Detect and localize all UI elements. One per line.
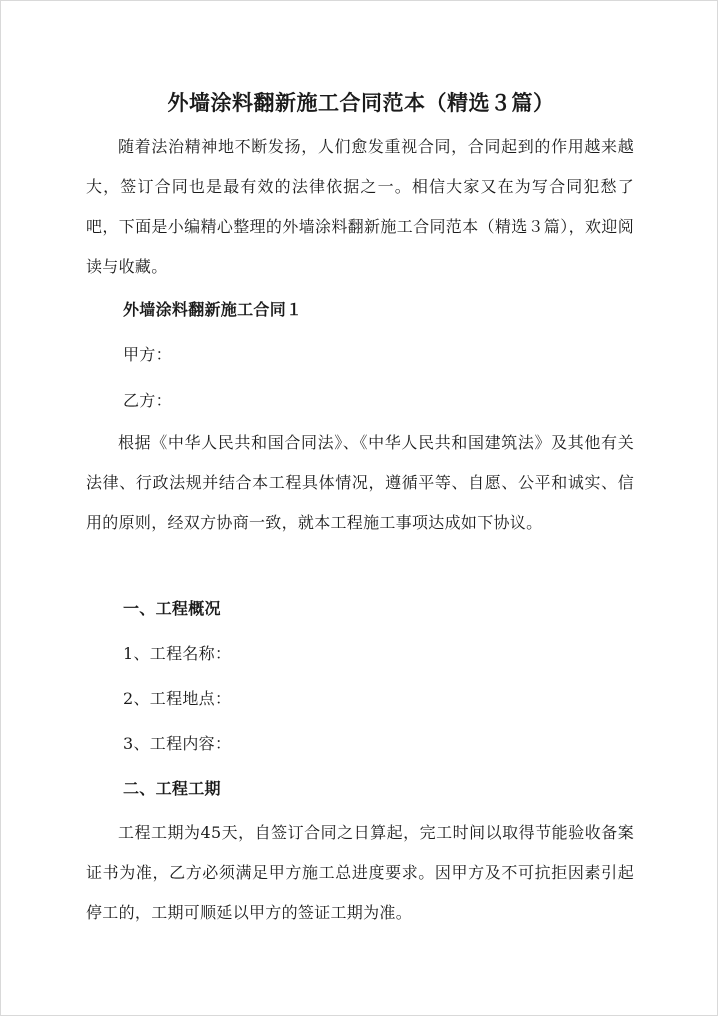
period-paragraph: 工程工期为45天，自签订合同之日算起，完工时间以取得节能验收备案证书为准，乙方必须满足甲方施工总进度要求。因甲方及不可抗拒因素引起停工的，工期可顺延以甲方的签证工期为准。 [86, 823, 634, 922]
contract-heading: 外墙涂料翻新施工合同１ [123, 300, 303, 319]
section-2-heading: 二、工程工期 [123, 779, 221, 798]
item-project-content: 3、工程内容： [123, 734, 232, 753]
item-project-location: 2、工程地点： [123, 689, 232, 708]
intro-paragraph: 随着法治精神地不断发扬，人们愈发重视合同，合同起到的作用越来越大，签订合同也是最有效的法律依据之一。相信大家又在为写合同犯愁了吧，下面是小编精心整理的外墙涂料翻新施工合同范本（精选３篇），欢迎阅读与收藏。 [86, 137, 634, 276]
document-title: 外墙涂料翻新施工合同范本（精选３篇） [167, 90, 555, 115]
basis-paragraph: 根据《中华人民共和国合同法》、《中华人民共和国建筑法》及其他有关法律、行政法规并结合本工程具体情况，遵循平等、自愿、公平和诚实、信用的原则，经双方协商一致，就本工程施工事项达成如下协议。 [86, 433, 634, 532]
section-1-heading: 一、工程概况 [123, 599, 221, 618]
item-project-name: 1、工程名称： [123, 644, 232, 663]
party-b-label: 乙方： [123, 391, 172, 410]
party-a-label: 甲方： [123, 345, 172, 364]
